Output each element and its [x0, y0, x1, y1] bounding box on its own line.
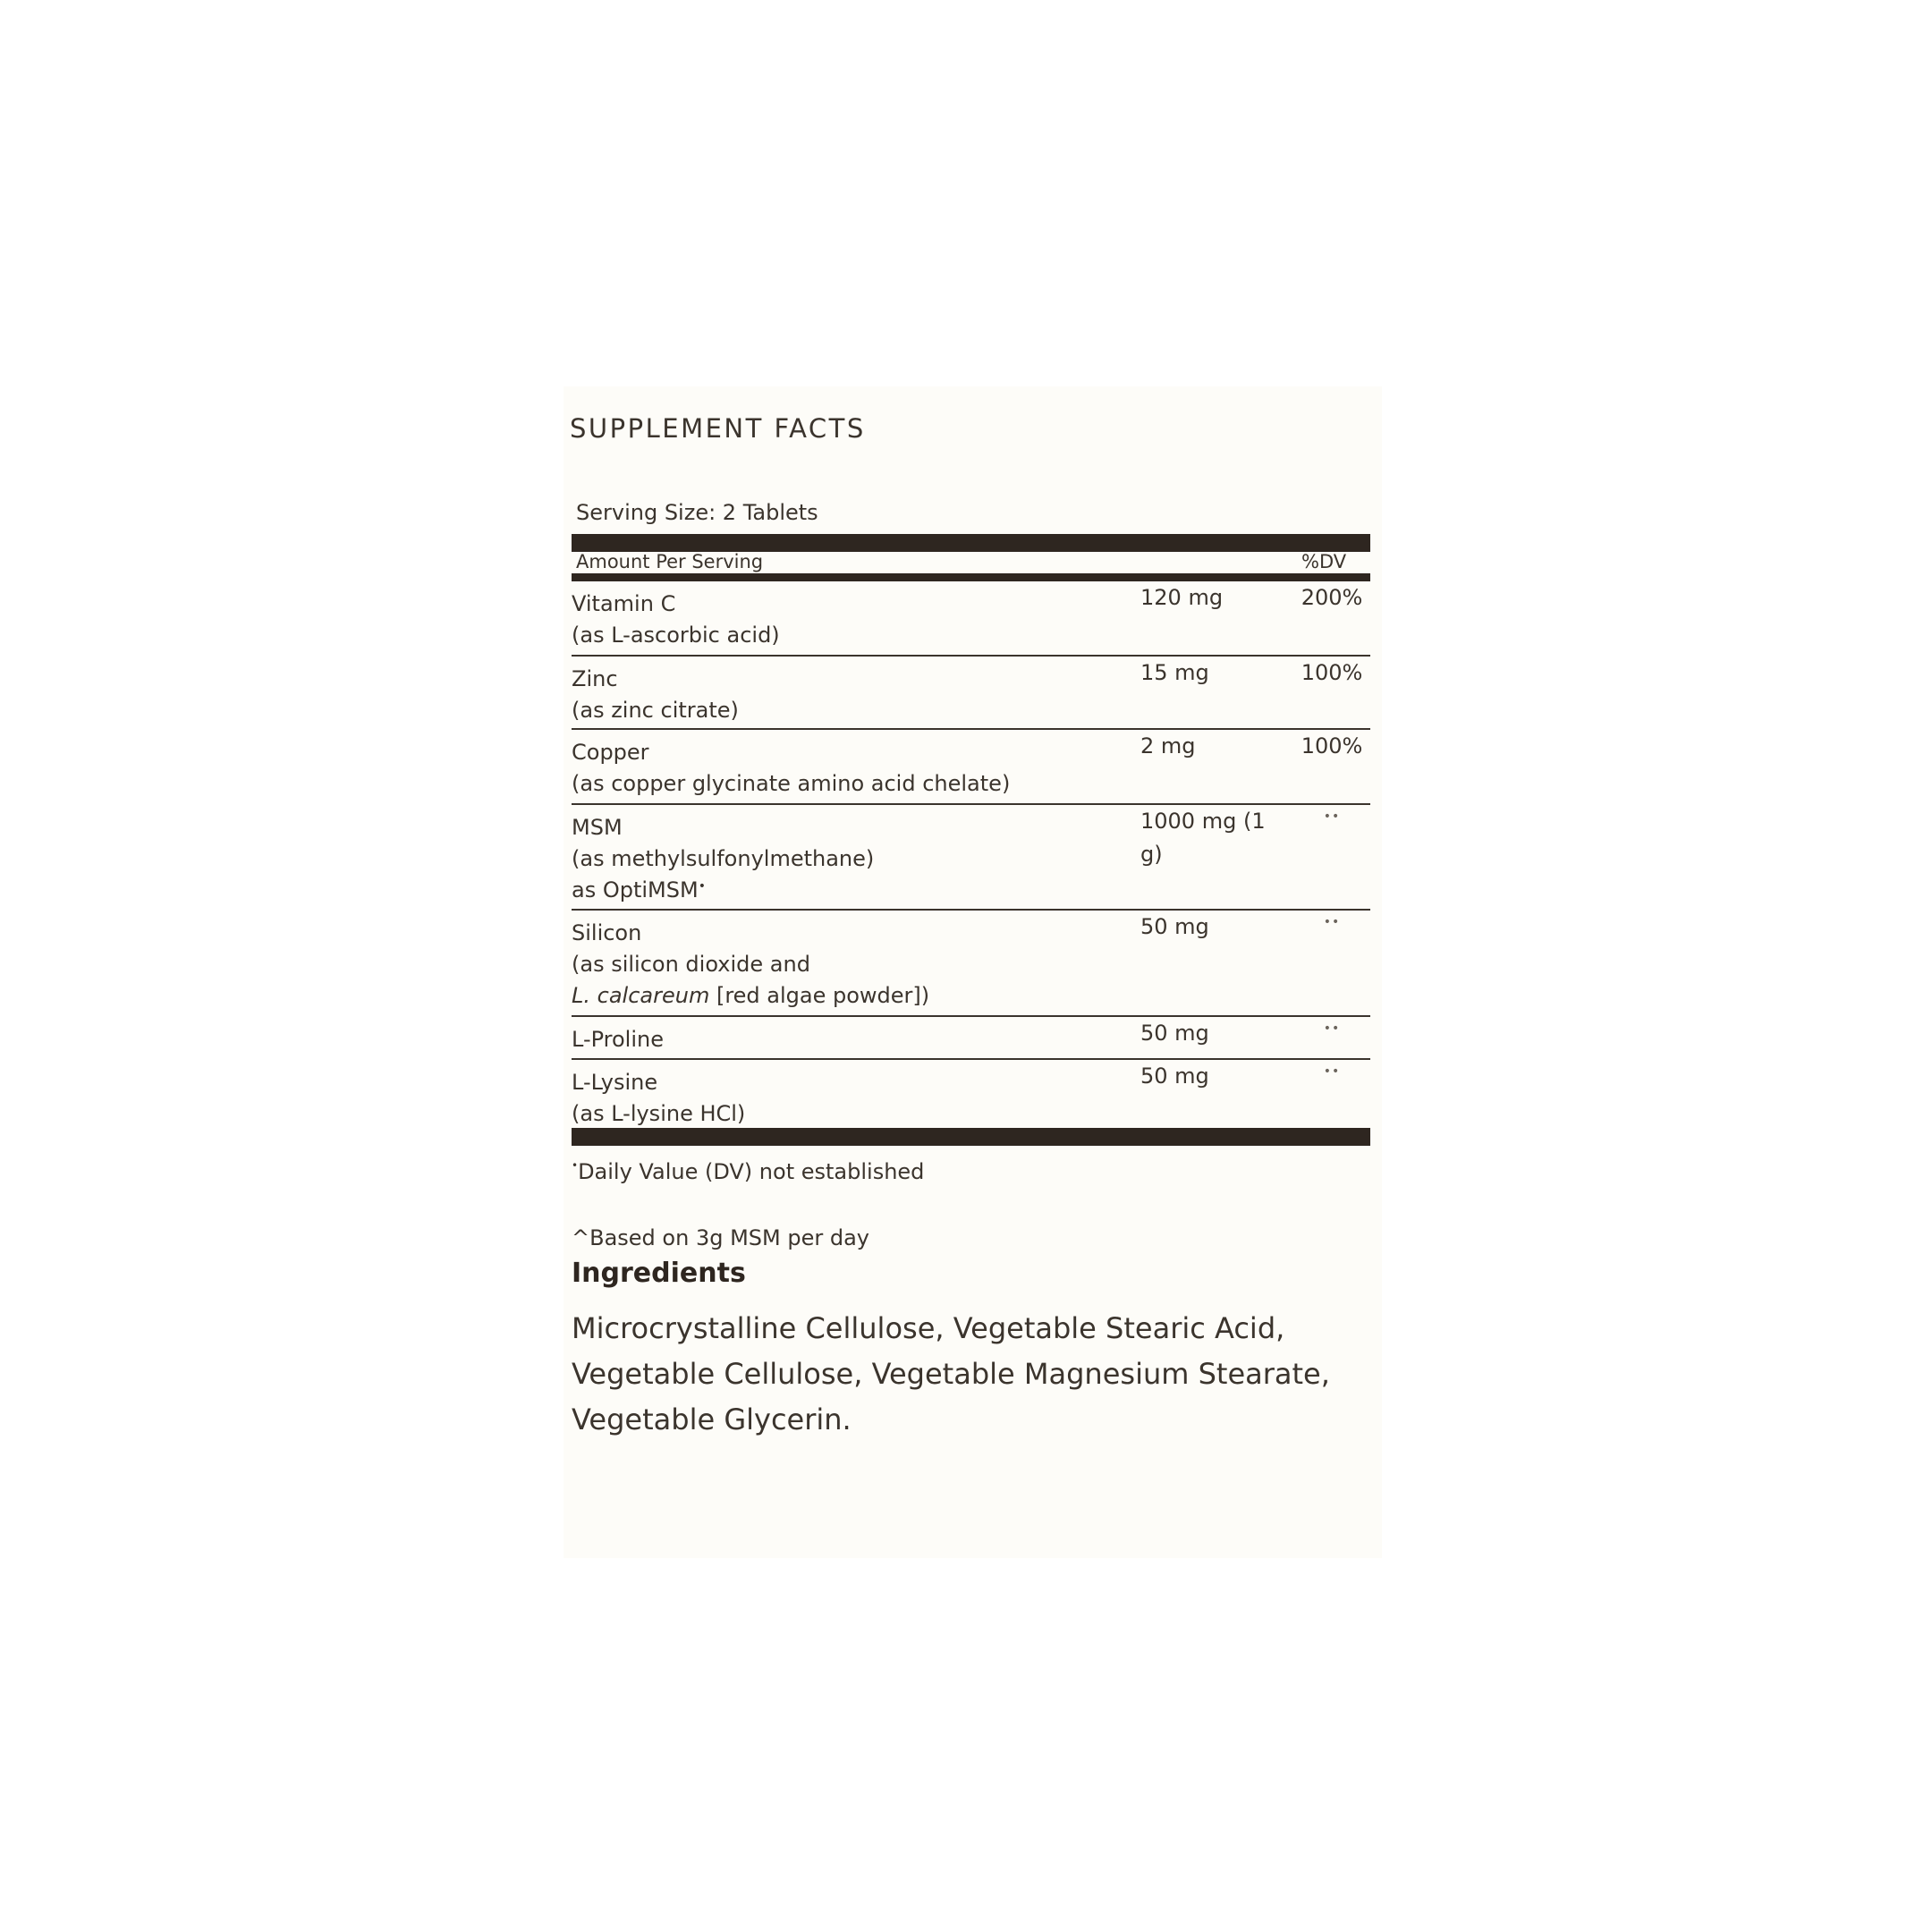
- table-row: [572, 581, 1370, 657]
- table-row: [572, 1017, 1370, 1060]
- nutrient-name: Copper (as copper glycinate amino acid chelate): [572, 740, 1011, 796]
- dv-header: %DV: [1301, 551, 1347, 572]
- table-row: [572, 657, 1370, 730]
- nutrient-dv: 200%: [1301, 585, 1363, 610]
- ingredients-text: Microcrystalline Cellulose, Vegetable Stearic Acid, Vegetable Cellulose, Vegetable Magnesium Stearate, Vegetable Glycerin.: [572, 1311, 1330, 1436]
- nutrient-dv: ••: [1323, 1064, 1341, 1079]
- nutrient-amount: 50 mg: [1140, 914, 1209, 939]
- nutrient-amount: 50 mg: [1140, 1063, 1209, 1089]
- ingredients-heading: Ingredients: [572, 1258, 746, 1289]
- footnote-dv: •Daily Value (DV) not established: [572, 1159, 925, 1184]
- nutrient-dv: 100%: [1301, 660, 1363, 685]
- nutrient-dv: ••: [1323, 1021, 1341, 1036]
- bottom-rule: [572, 1128, 1370, 1146]
- nutrient-dv: ••: [1323, 809, 1341, 824]
- table-row: [572, 805, 1370, 911]
- nutrient-amount: 1000 mg (1 g): [1140, 809, 1266, 867]
- nutrient-name: L-Proline: [572, 1027, 664, 1052]
- nutrient-name: MSM (as methylsulfonylmethane) as OptiMSM•: [572, 815, 875, 902]
- footnote-mark: •: [572, 1159, 579, 1172]
- nutrient-amount: 2 mg: [1140, 733, 1196, 758]
- nutrient-name: Zinc (as zinc citrate): [572, 666, 739, 723]
- table-row: [572, 911, 1370, 1017]
- nutrient-amount: 15 mg: [1140, 660, 1209, 685]
- footnote-msm: ^Based on 3g MSM per day: [572, 1225, 869, 1250]
- amount-per-serving-header: Amount Per Serving: [576, 551, 764, 572]
- nutrient-dv: 100%: [1301, 733, 1363, 758]
- header-rule: [572, 573, 1370, 581]
- footnote-mark: •: [698, 879, 706, 894]
- nutrient-amount: 50 mg: [1140, 1021, 1209, 1046]
- nutrient-name: Vitamin C (as L-ascorbic acid): [572, 591, 780, 648]
- nutrient-name: Silicon (as silicon dioxide and L. calcareum [red algae powder]): [572, 920, 930, 1008]
- serving-size: Serving Size: 2 Tablets: [576, 500, 818, 525]
- table-row: [572, 1060, 1370, 1128]
- nutrient-amount: 120 mg: [1140, 585, 1224, 610]
- nutrient-table: [572, 581, 1370, 1128]
- nutrient-dv: ••: [1323, 915, 1341, 929]
- top-rule: [572, 534, 1370, 552]
- nutrient-name: L-Lysine (as L-lysine HCl): [572, 1070, 746, 1126]
- supplement-facts-panel: [564, 386, 1382, 1558]
- panel-title: SUPPLEMENT FACTS: [570, 413, 866, 444]
- table-row: [572, 730, 1370, 805]
